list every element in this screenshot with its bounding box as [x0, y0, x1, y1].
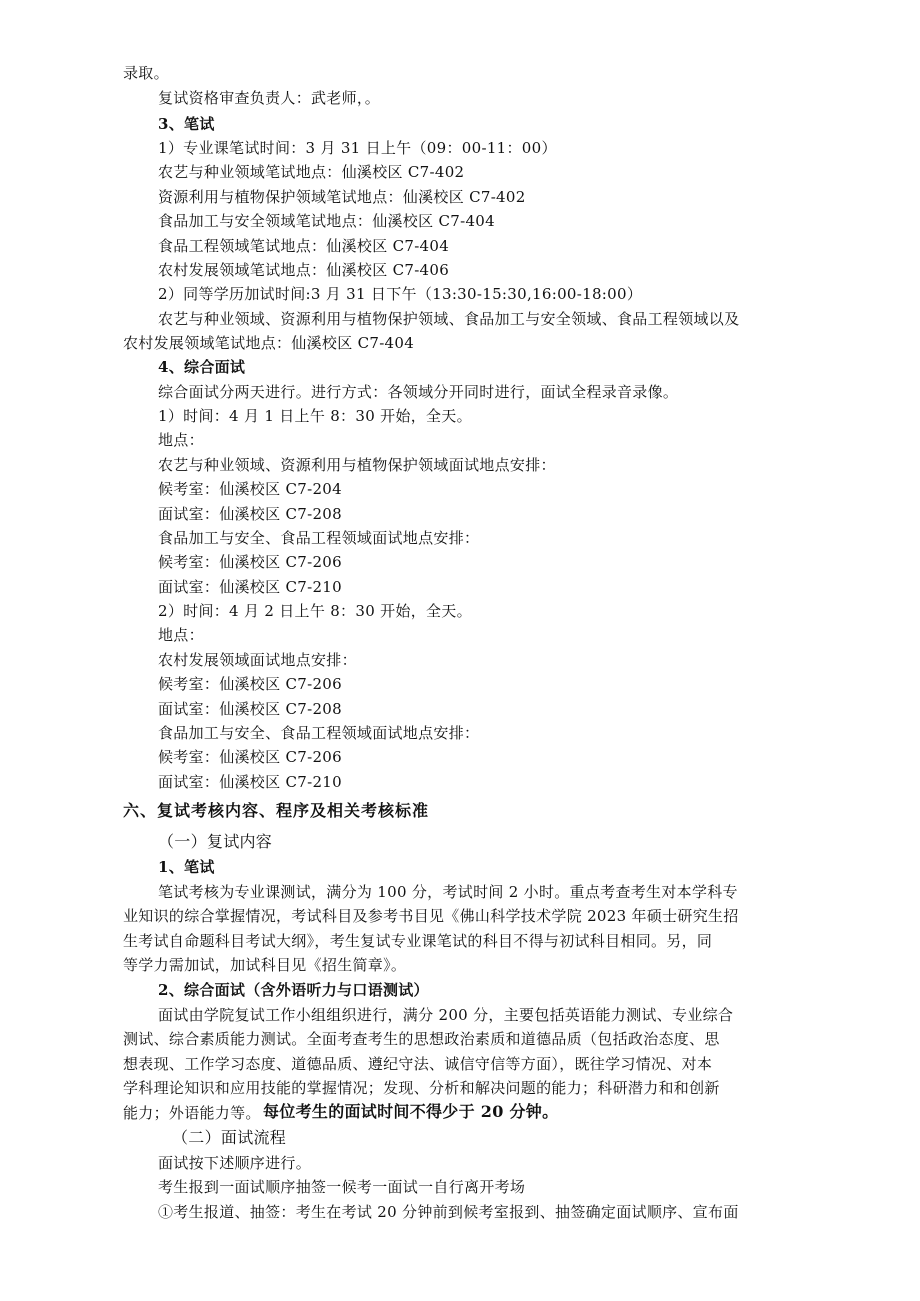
text-line: 测试、综合素质能力测试。全面考查考生的思想政治素质和道德品质（包括政治态度、思: [123, 1030, 720, 1048]
text-line: 农村发展领域笔试地点：仙溪校区 C7-406: [158, 261, 450, 279]
text-line: 食品加工与安全领域笔试地点：仙溪校区 C7-404: [158, 212, 495, 230]
text-line: 农村发展领域面试地点安排：: [158, 651, 357, 669]
text-line: 候考室：仙溪校区 C7-206: [158, 553, 342, 571]
text-line: 农村发展领域笔试地点：仙溪校区 C7-404: [123, 334, 415, 352]
text-line: 候考室：仙溪校区 C7-206: [158, 748, 342, 766]
subsection-heading: （一）复试内容: [158, 832, 273, 851]
section-heading: 2、综合面试（含外语听力与口语测试）: [158, 981, 429, 999]
text-line: 候考室：仙溪校区 C7-206: [158, 675, 342, 693]
section-heading: 4、综合面试: [158, 358, 246, 376]
text-line: 1）专业课笔试时间：3 月 31 日上午（09：00-11：00）: [158, 139, 557, 157]
text-line: 录取。: [123, 64, 169, 82]
text-line: 复试资格审查负责人：武老师，。: [158, 89, 381, 107]
text-line: 等学力需加试，加试科目见《招生简章》。: [123, 956, 407, 974]
text-line: 农艺与种业领域笔试地点：仙溪校区 C7-402: [158, 163, 465, 181]
text-line: 能力；外语能力等。: [123, 1104, 261, 1122]
text-line: 业知识的综合掌握情况，考试科目及参考书目见《佛山科学技术学院 2023 年硕士研究生招: [123, 907, 739, 925]
text-line: 资源利用与植物保护领域笔试地点：仙溪校区 C7-402: [158, 188, 526, 206]
text-line: 面试按下述顺序进行。: [158, 1154, 312, 1172]
text-line: 面试室：仙溪校区 C7-208: [158, 505, 342, 523]
text-line: 食品加工与安全、食品工程领域面试地点安排：: [158, 529, 480, 547]
text-line: 面试室：仙溪校区 C7-208: [158, 700, 342, 718]
text-line: 农艺与种业领域、资源利用与植物保护领域面试地点安排：: [158, 456, 556, 474]
text-line: 2）时间：4 月 2 日上午 8：30 开始，全天。: [158, 602, 472, 620]
text-line: 面试室：仙溪校区 C7-210: [158, 773, 342, 791]
emphasis-text: 每位考生的面试时间不得少于 20 分钟。: [263, 1102, 559, 1121]
text-line: 食品加工与安全、食品工程领域面试地点安排：: [158, 724, 480, 742]
text-line: 地点：: [158, 431, 204, 449]
text-line: 想表现、工作学习态度、道德品质、遵纪守法、诚信守信等方面），既往学习情况、对本: [123, 1055, 713, 1073]
text-line: 食品工程领域笔试地点：仙溪校区 C7-404: [158, 237, 450, 255]
text-line: 生考试自命题科目考试大纲》，考生复试专业课笔试的科目不得与初试科目相同。另，同: [123, 932, 713, 950]
section-heading: 1、笔试: [158, 858, 215, 876]
text-line: 1）时间：4 月 1 日上午 8：30 开始，全天。: [158, 407, 472, 425]
text-line: 候考室：仙溪校区 C7-204: [158, 480, 342, 498]
text-line: 地点：: [158, 626, 204, 644]
text-line: 考生报到一面试顺序抽签一候考一面试一自行离开考场: [158, 1178, 526, 1196]
text-line: 综合面试分两天进行。进行方式：各领域分开同时进行，面试全程录音录像。: [158, 383, 679, 401]
chapter-heading: 六、复试考核内容、程序及相关考核标准: [123, 801, 430, 820]
section-heading: 3、笔试: [158, 115, 215, 133]
text-line: 笔试考核为专业课测试，满分为 100 分，考试时间 2 小时。重点考查考生对本学科专: [158, 883, 738, 901]
text-line: ①考生报道、抽签：考生在考试 20 分钟前到候考室报到、抽签确定面试顺序、宣布面: [158, 1203, 739, 1221]
subsection-heading: （二）面试流程: [172, 1128, 287, 1147]
text-line: 面试由学院复试工作小组组织进行，满分 200 分，主要包括英语能力测试、专业综合: [158, 1006, 734, 1024]
text-line: 学科理论知识和应用技能的掌握情况；发现、分析和解决问题的能力；科研潜力和和创新: [123, 1079, 720, 1097]
text-line: 2）同等学历加试时间:3 月 31 日下午（13:30-15:30,16:00-18:00）: [158, 285, 643, 303]
text-line: 面试室：仙溪校区 C7-210: [158, 578, 342, 596]
text-line: 农艺与种业领域、资源利用与植物保护领域、食品加工与安全领域、食品工程领域以及: [158, 310, 740, 328]
